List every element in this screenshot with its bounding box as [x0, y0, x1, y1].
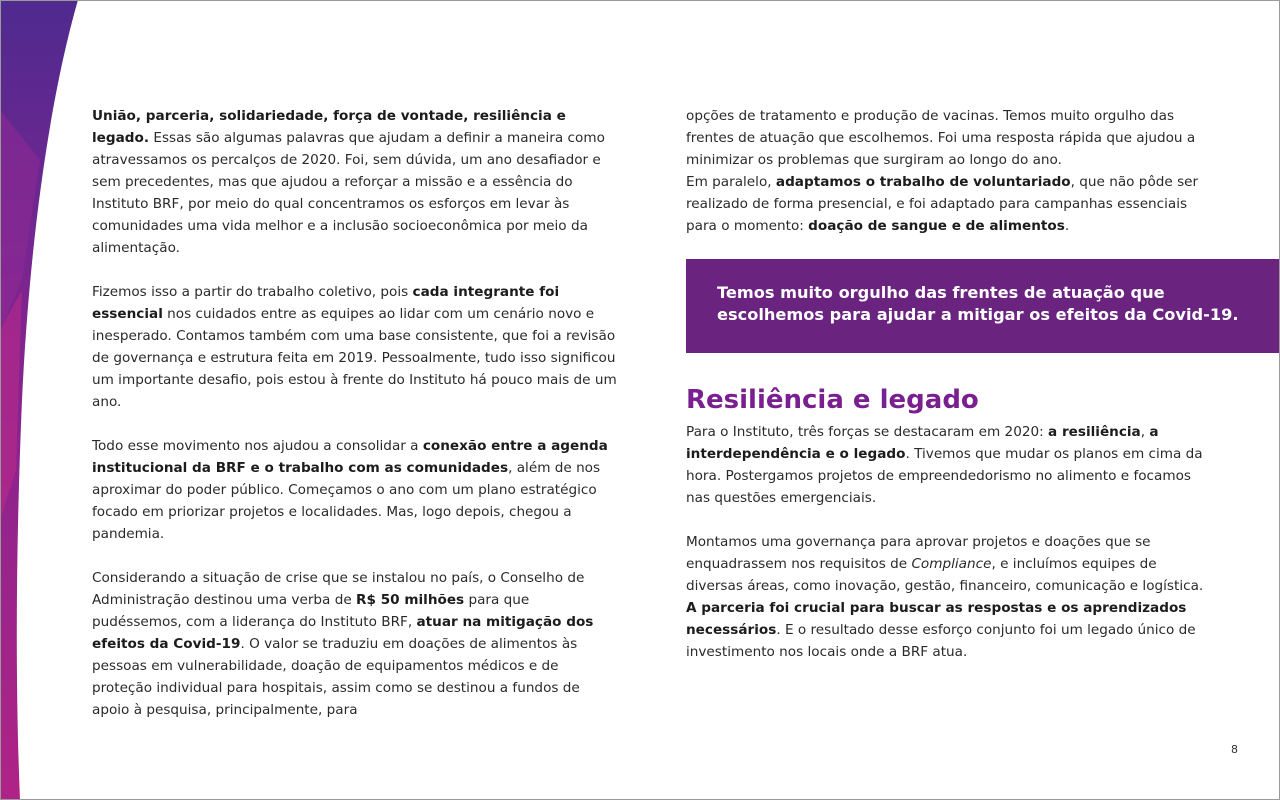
text: nos cuidados entre as equipes ao lidar com um cenário novo e inesperado. Contamos também com uma base consistente, que foi a revisão de governança e estrutura feita em 2019. Pessoalmente, tudo isso significou um importante desafio, pois estou à frente do Instituto há pouco mais de um ano. — [92, 306, 617, 410]
paragraph — [92, 435, 618, 545]
text: Para o Instituto, três forças se destacaram em 2020: — [686, 424, 1049, 440]
text: , e incluímos equipes de diversas áreas, como inovação, gestão, financeiro, comunicação e logística. — [686, 556, 1204, 594]
text: . Tivemos que mudar os planos em cima da hora. Postergamos projetos de empreendedorismo no alimento e focamos nas questões emergenciais. — [686, 446, 1203, 506]
text: Em paralelo, — [686, 174, 776, 190]
text: , além de nos aproximar do poder público. Começamos o ano com um plano estratégico focado em priorizar projetos e localidades. Mas, logo depois, chegou a pandemia. — [92, 460, 601, 542]
bold-text: adaptamos o trabalho de voluntariado — [775, 174, 1071, 190]
section-heading: Resiliência e legado — [686, 385, 979, 415]
text: . O valor se traduziu em doações de alimentos às pessoas em vulnerabilidade, doação de equipamentos médicos e de proteção individual para hospitais, assim como se destinou a fundos de apoio à pesquisa, principalmente, para — [92, 636, 580, 718]
bold-text: A parceria foi crucial para buscar as respostas e os aprendizados necessários — [686, 600, 1187, 638]
paragraph — [92, 567, 618, 721]
right-text-column — [686, 105, 1216, 237]
text: Montamos uma governança para aprovar projetos e doações que se enquadrassem nos requisitos de — [686, 534, 1151, 572]
quote-text: Temos muito orgulho das frentes de atuação que escolhemos para ajudar a mitigar os efeitos da Covid-19. — [717, 283, 1239, 324]
bold-text: doação de sangue e de alimentos — [808, 218, 1065, 234]
bold-text: R$ 50 milhões — [356, 592, 465, 608]
paragraph — [92, 105, 618, 259]
bold-text: União, parceria, solidariedade, força de vontade, resiliência e legado. — [92, 108, 566, 146]
text: . E o resultado desse esforço conjunto foi um legado único de investimento nos locais onde a BRF atua. — [686, 622, 1196, 660]
bold-text: a interdependência e o legado — [686, 424, 1159, 462]
left-text-column — [92, 105, 618, 721]
bold-text: conexão entre a agenda institucional da BRF e o trabalho com as comunidades — [92, 438, 608, 476]
bold-text: atuar na mitigação dos efeitos da Covid-19 — [92, 614, 594, 652]
text: Todo esse movimento nos ajudou a consolidar a — [92, 438, 423, 454]
paragraph — [686, 105, 1216, 237]
text: para que pudéssemos, com a liderança do Instituto BRF, — [92, 592, 530, 630]
text: Essas são algumas palavras que ajudam a definir a maneira como atravessamos os percalços de 2020. Foi, sem dúvida, um ano desafiador e sem precedentes, mas que ajudou a reforçar a missão e a essência do Instituto BRF, por meio do qual concentramos os esforços em levar às comunidades uma vida melhor e a inclusão socioeconômica por meio da alimentação. — [92, 130, 605, 256]
highlight-quote-box — [686, 259, 1280, 353]
italic-text: Compliance — [911, 556, 992, 572]
bold-text: a resiliência — [1048, 424, 1141, 440]
bold-text: cada integrante foi essencial — [92, 284, 560, 322]
text: Considerando a situação de crise que se instalou no país, o Conselho de Administração destinou uma verba de — [92, 570, 585, 608]
page-number: 8 — [1231, 743, 1238, 756]
text: , — [1140, 424, 1150, 440]
decorative-swoosh — [0, 0, 90, 800]
text: Fizemos isso a partir do trabalho coletivo, pois — [92, 284, 413, 300]
right-text-column-lower — [686, 421, 1216, 663]
text: opções de tratamento e produção de vacinas. Temos muito orgulho das frentes de atuação que escolhemos. Foi uma resposta rápida que ajudou a minimizar os problemas que surgiram ao longo do ano. — [686, 108, 1196, 168]
paragraph — [686, 531, 1216, 663]
paragraph — [686, 421, 1216, 509]
text: , que não pôde ser realizado de forma presencial, e foi adaptado para campanhas essenciais para o momento: — [686, 174, 1199, 234]
paragraph — [92, 281, 618, 413]
text: . — [1064, 218, 1070, 234]
